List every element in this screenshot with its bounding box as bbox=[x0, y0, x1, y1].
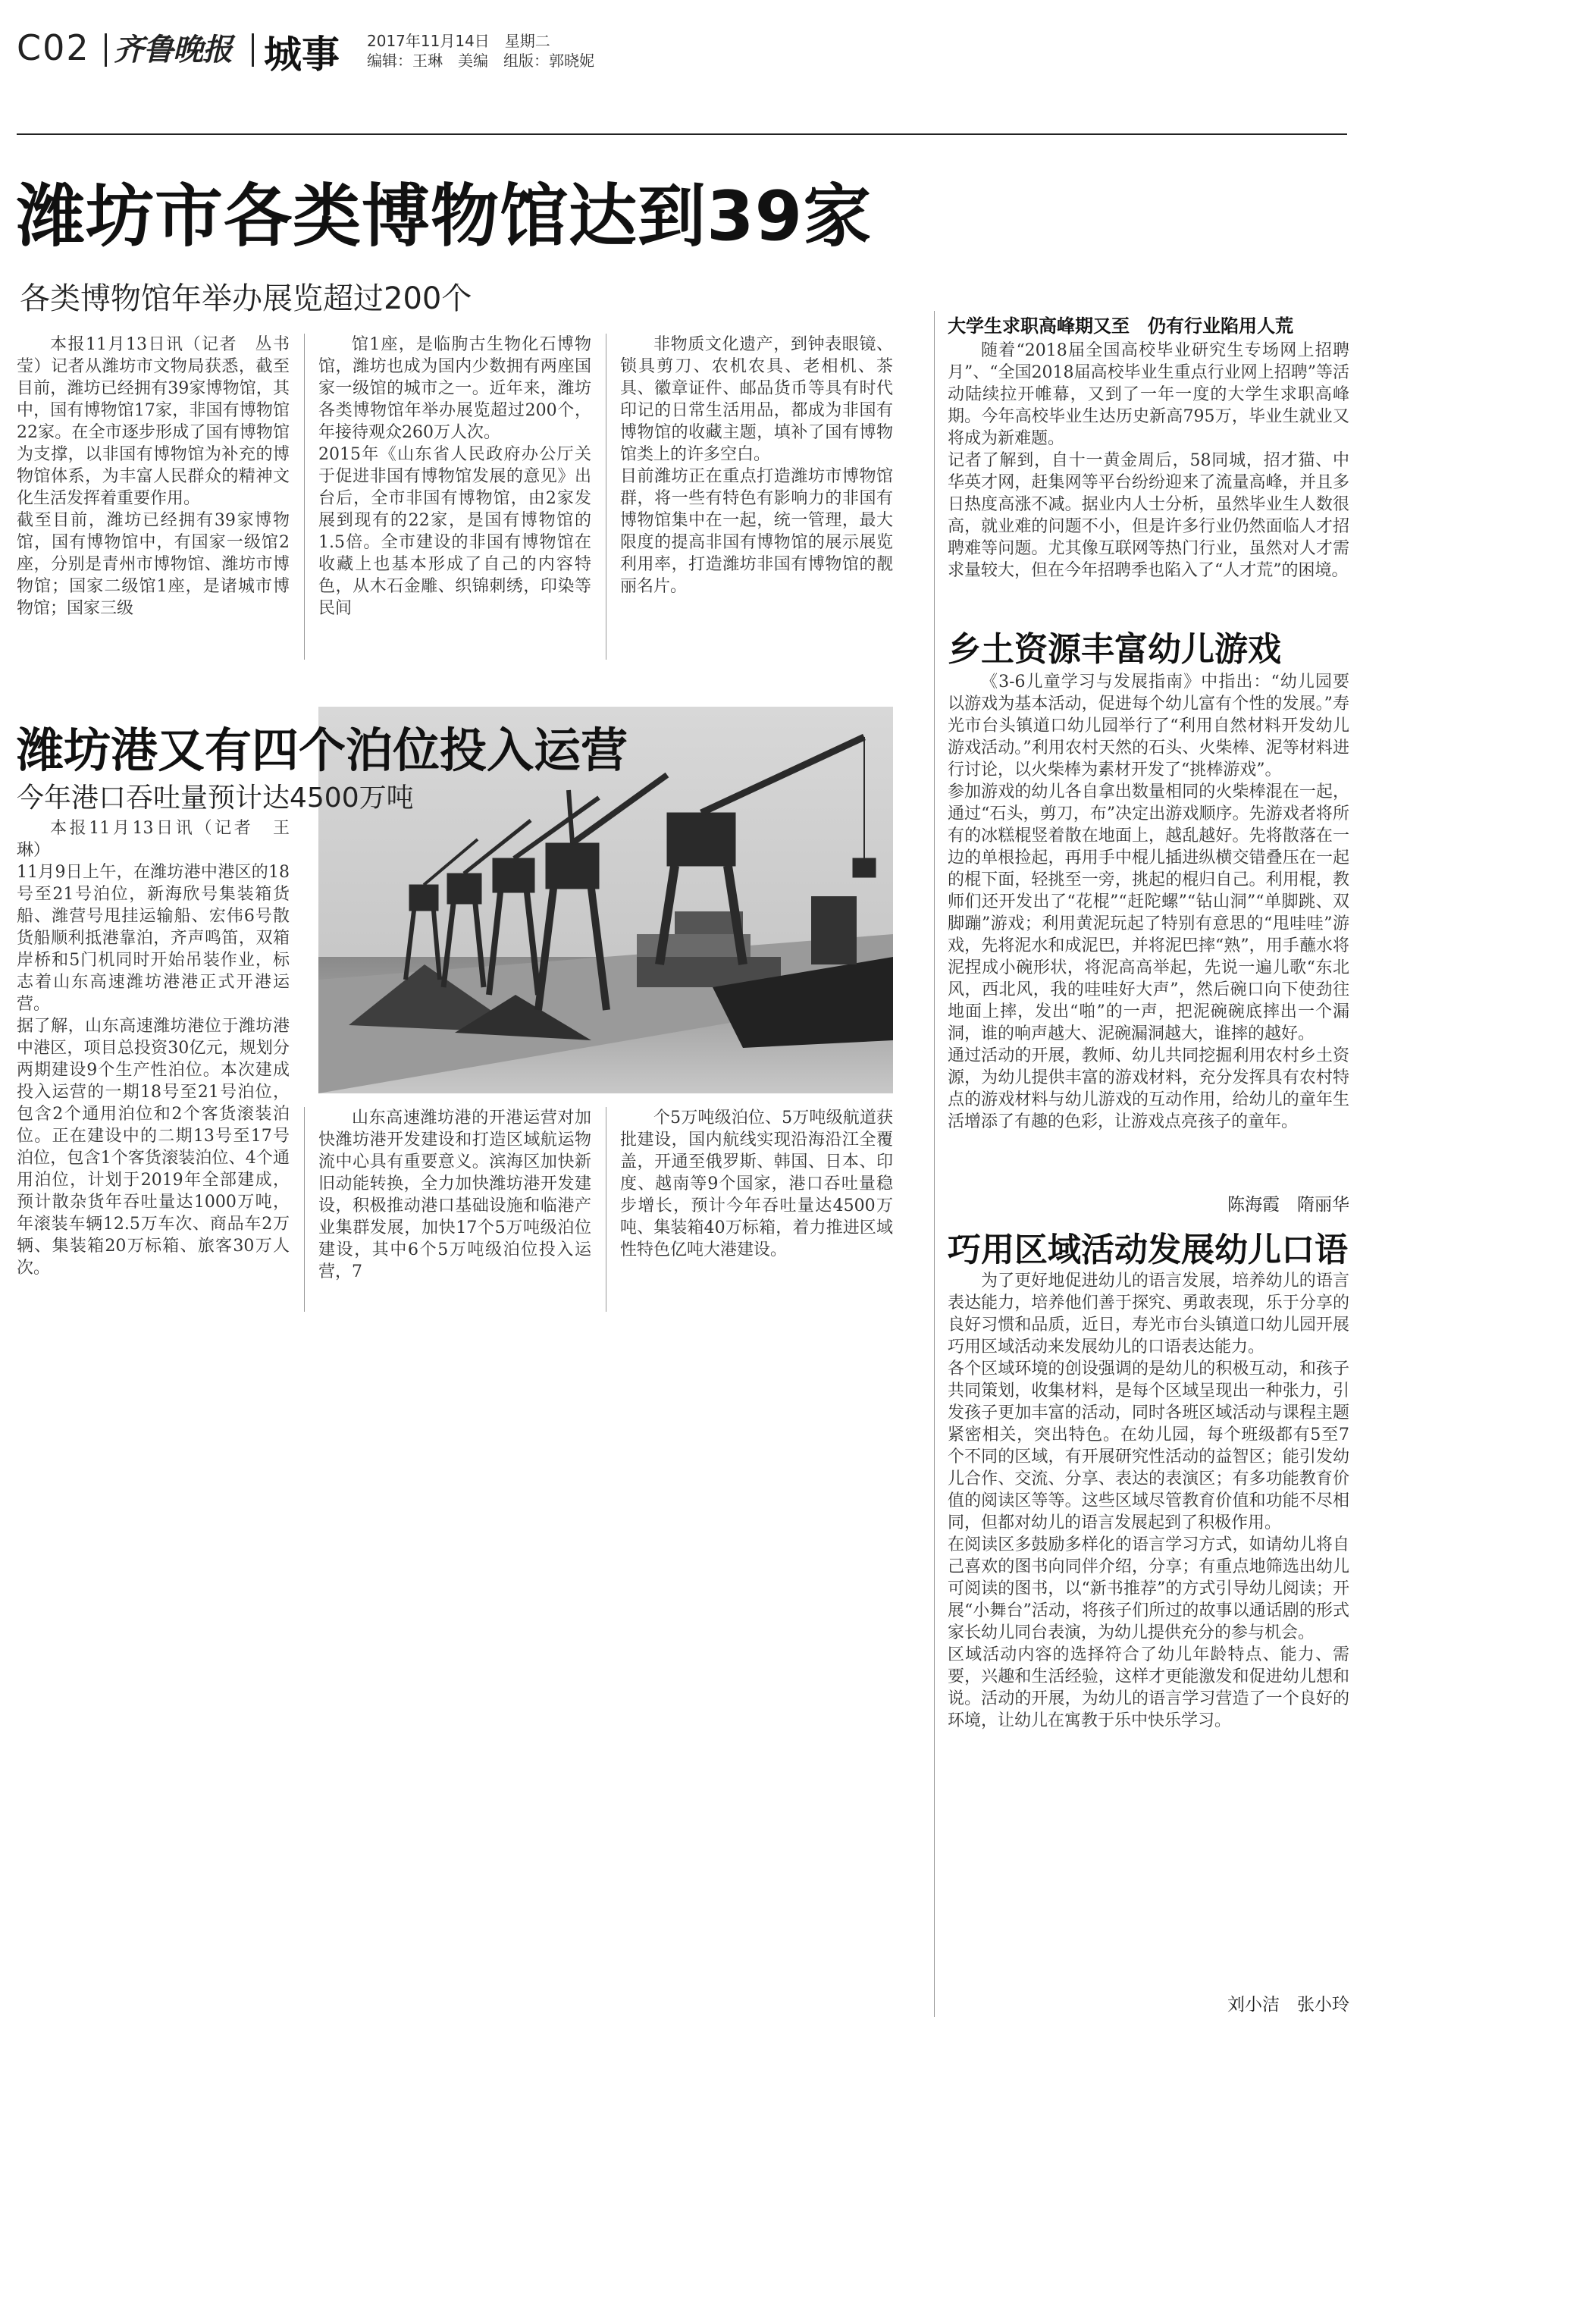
article3-text: 随着“2018届全国高校毕业研究生专场网上招聘月”、“全国2018届高校毕业生重点行业网上招聘”等活动陆续拉开帷幕，又到了一年一度的大学生求职高峰期。今年高校毕业生达历史新高795万，毕业生就业又将成为新难题。 记者了解到，自十一黄金周后，58同城，招才猫、中华英才网，赶集网等平台纷纷迎来了流量高峰，并且多日热度高涨不减。据业内人士分析，虽然毕业生人数很高，就业难的问题不小，但是许多行业仍然面临人才招聘难等问题。尤其像互联网等热门行业，虽然对人才需求量较大，但在今年招聘季也陷入了“人才荒”的困境。 bbox=[948, 341, 1349, 580]
header-divider bbox=[105, 33, 107, 67]
article1-col1 bbox=[17, 334, 290, 619]
article2-text: 山东高速潍坊港的开港运营对加快潍坊港开发建设和打造区域航运物流中心具有重要意义。滨海区加快新旧动能转换，全力加快潍坊港开发建设，积极推动港口基础设施和临港产业集群发展，加快17个5万吨级泊位建设，其中6个5万吨级泊位投入运营，7 bbox=[318, 1109, 591, 1281]
editor-credits: 编辑：王琳 美编 组版：郭晓妮 bbox=[367, 52, 594, 70]
column-rule bbox=[304, 334, 305, 660]
article1-text: 非物质文化遗产，到钟表眼镜、锁具剪刀、农机农具、老相机、茶具、徽章证件、邮品货币等具有时代印记的日常生活用品，都成为非国有博物馆的收藏主题，填补了国有博物馆类上的许多空白。 目前潍坊正在重点打造潍坊市博物馆群，将一些有特色有影响力的非国有博物馆集中在一起，统一管理，最大限度的提高非国有博物馆的展示展览利用率，打造潍坊非国有博物馆的靓丽名片。 bbox=[620, 335, 893, 596]
header-rule bbox=[17, 133, 1347, 135]
article2-subtitle: 今年港口吞吐量预计达4500万吨 bbox=[17, 783, 414, 814]
article2-text: 本报11月13日讯（记者 王琳） 11月9日上午，在潍坊港中港区的18号至21号泊位，新海欣号集装箱货船、潍营号甩挂运输船、宏伟6号散货船顺利抵港靠泊，齐声鸣笛，双箱岸桥和5门机同时开始吊装作业，标志着山东高速潍坊港港正式开港运营。 据了解，山东高速潍坊港位于潍坊港中港区，项目总投资30亿元，规划分两期建设9个生产性泊位。本次建成投入运营的一期18号至21号泊位，包含2个通用泊位和2个客货滚装泊位。正在建设中的二期13号至17号泊位，包含1个客货滚装泊位、4个通用泊位，计划于2019年全部建成，预计散杂货年吞吐量达1000万吨，年滚装车辆12.5万车次、商品车2万辆、集装箱20万标箱、旅客30万人次。 bbox=[17, 819, 290, 1278]
article4-title: 乡土资源丰富幼儿游戏 bbox=[948, 630, 1281, 669]
article5-byline: 刘小洁 张小玲 bbox=[1227, 1995, 1349, 2015]
article4-body bbox=[948, 671, 1349, 1133]
column-rule bbox=[934, 311, 935, 2017]
article4-text: 《3-6儿童学习与发展指南》中指出：“幼儿园要以游戏为基本活动，促进每个幼儿富有个性的发展。”寿光市台头镇道口幼儿园举行了“利用自然材料开发幼儿游戏活动。”利用农村天然的石头、火柴棒、泥等材料进行讨论，以火柴棒为素材开发了“挑棒游戏”。 参加游戏的幼儿各自拿出数量相同的火柴棒混在一起，通过“石头，剪刀，布”决定出游戏顺序。先游戏者将所有的冰糕棍竖着散在地面上，越乱越好。先将散落在一边的单根捡起，再用手中棍儿插进纵横交错叠压在一起的棍下面，轻挑至一旁，挑起的棍归自己。利用棍，教师们还开发出了“花棍”“赶陀螺”“钻山洞”“单脚跳、双脚蹦”游戏；利用黄泥玩起了特别有意思的“甩哇哇”游戏，先将泥水和成泥巴，并将泥巴摔“熟”，用手蘸水将泥捏成小碗形状，将泥高高举起，先说一遍儿歌“东北风，西北风，我的哇哇好大声”，然后碗口向下使劲往地面上摔，发出“啪”的一声，把泥碗碗底摔出一个漏洞，谁的响声越大、泥碗漏洞越大，谁摔的越好。 通过活动的开展，教师、幼儿共同挖掘利用农村乡土资源，为幼儿提供丰富的游戏材料，充分发挥具有农村特点的游戏材料与幼儿游戏的互动作用，给幼儿的童年生活增添了有趣的色彩，让游戏点亮孩子的童年。 bbox=[948, 673, 1349, 1131]
column-rule bbox=[304, 1107, 305, 1312]
section-title: 城事 bbox=[264, 33, 340, 77]
article5-body bbox=[948, 1270, 1349, 1732]
article2-text: 个5万吨级泊位、5万吨级航道获批建设，国内航线实现沿海沿江全覆盖，开通至俄罗斯、韩国、日本、印度、越南等9个国家，港口吞吐量稳步增长，预计今年吞吐量达4500万吨、集装箱40万标箱，着力推进区域性特色亿吨大港建设。 bbox=[620, 1109, 893, 1259]
article2-col3 bbox=[620, 1107, 893, 1261]
article3-body bbox=[948, 340, 1349, 582]
article1-text: 本报11月13日讯（记者 丛书莹）记者从潍坊市文物局获悉，截至目前，潍坊已经拥有39家博物馆，其中，国有博物馆17家，非国有博物馆22家。在全市逐步形成了国有博物馆为支撑，以非国有博物馆为补充的博物馆体系，为丰富人民群众的精神文化生活发挥着重要作用。 截至目前，潍坊已经拥有39家博物馆，国有博物馆中，有国家一级馆2座，分别是青州市博物馆、潍坊市博物馆；国家二级馆1座，是诸城市博物馆；国家三级 bbox=[17, 335, 290, 618]
article2-col1 bbox=[17, 817, 290, 1279]
article4-byline: 陈海霞 隋丽华 bbox=[1227, 1195, 1349, 1215]
article3-title: 大学生求职高峰期又至 仍有行业陷用人荒 bbox=[948, 315, 1293, 337]
article1-title: 潍坊市各类博物馆达到39家 bbox=[17, 177, 873, 256]
page-number: C02 bbox=[17, 27, 90, 68]
header-divider bbox=[252, 33, 254, 67]
issue-date: 2017年11月14日 星期二 bbox=[367, 32, 550, 50]
article2-title: 潍坊港又有四个泊位投入运营 bbox=[17, 723, 628, 778]
article1-col2 bbox=[318, 334, 591, 619]
article5-text: 为了更好地促进幼儿的语言发展，培养幼儿的语言表达能力，培养他们善于探究、勇敢表现，乐于分享的良好习惯和品质，近日，寿光市台头镇道口幼儿园开展巧用区域活动来发展幼儿的口语表达能力。 各个区域环境的创设强调的是幼儿的积极互动，和孩子共同策划，收集材料，是每个区域呈现出一种张力，引发孩子更加丰富的活动，同时各班区域活动与课程主题紧密相关，突出特色。在幼儿园，每个班级都有5至7个不同的区域，有开展研究性活动的益智区；能引发幼儿合作、交流、分享、表达的表演区；有多功能教育价值的阅读区等等。这些区域尽管教育价值和功能不尽相同，但都对幼儿的语言发展起到了积极作用。 在阅读区多鼓励多样化的语言学习方式，如请幼儿将自己喜欢的图书向同伴介绍，分享；有重点地筛选出幼儿可阅读的图书，以“新书推荐”的方式引导幼儿阅读；开展“小舞台”活动，将孩子们所过的故事以通话剧的形式家长幼儿同台表演，为幼儿提供充分的参与机会。 区域活动内容的选择符合了幼儿年龄特点、能力、需要，兴趣和生活经验，这样才更能激发和促进幼儿想和说。活动的开展，为幼儿的语言学习营造了一个良好的环境，让幼儿在寓教于乐中快乐学习。 bbox=[948, 1272, 1349, 1730]
article5-title: 巧用区域活动发展幼儿口语 bbox=[948, 1231, 1348, 1269]
paper-name-logo: 齐鲁晚报 bbox=[114, 32, 232, 67]
article2-col2 bbox=[318, 1107, 591, 1283]
article1-col3 bbox=[620, 334, 893, 597]
article1-subtitle: 各类博物馆年举办展览超过200个 bbox=[20, 281, 472, 316]
article1-text: 馆1座，是临朐古生物化石博物馆，潍坊也成为国内少数拥有两座国家一级馆的城市之一。近年来，潍坊各类博物馆年举办展览超过200个，年接待观众260万人次。 2015年《山东省人民政府办公厅关于促进非国有博物馆发展的意见》出台后，全市非国有博物馆，由2家发展到现有的22家，是国有博物馆的1.5倍。全市建设的非国有博物馆在收藏上也基本形成了自己的内容特色，从木石金雕、织锦刺绣，印染等民间 bbox=[318, 335, 591, 618]
